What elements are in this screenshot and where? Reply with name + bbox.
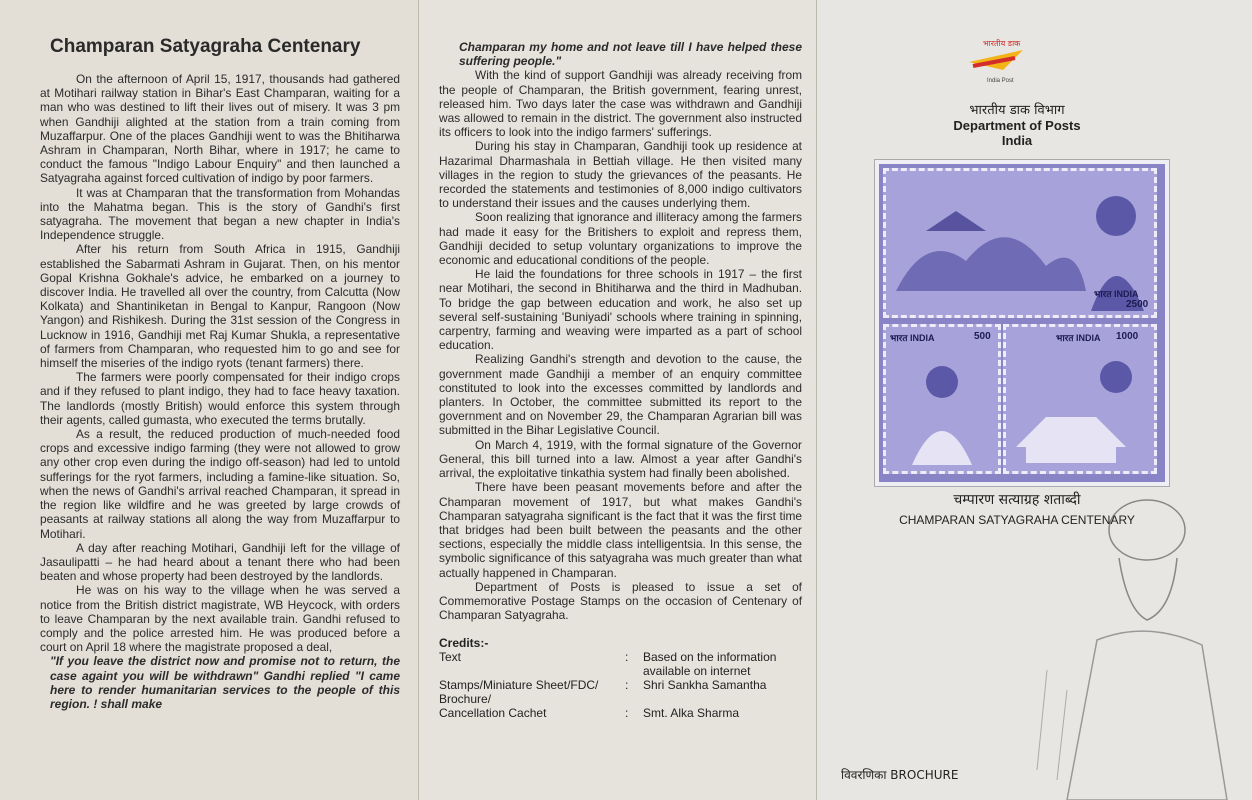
- credits: [439, 636, 802, 720]
- paragraph: There have been peasant movements before and after the Champaran movement of 1917, but what makes Gandhi's Champaran satyagraha significant is the fact that it was the first time that bridges had been built between the peasants and the other sections, especially the middle class intelligentsia. In this sense, the symbolic significance of this satyagraha was much greater than what actually happened in Champaran.: [439, 480, 802, 580]
- credit-colon: :: [625, 706, 629, 721]
- stamp-country: भारत INDIA: [890, 333, 935, 343]
- credit-key: Cancellation Cachet: [439, 706, 547, 721]
- gandhi-quote: "If you leave the district now and promise not to return, the case againt you will be withdrawn" Gandhi replied "I came here to render humanitarian services to the people of this region. ! shall make: [50, 654, 400, 711]
- india-post-logo: [963, 36, 1033, 86]
- credit-row: [439, 650, 802, 678]
- brochure-title: Champaran Satyagraha Centenary: [50, 36, 361, 57]
- paragraph: Department of Posts is pleased to issue a set of Commemorative Postage Stamps on the occasion of Centenary of Champaran Satyagraha.: [439, 579, 802, 623]
- quote-continuation: Champaran my home and not leave till I have helped these suffering people.": [459, 40, 802, 69]
- credit-key: Text: [439, 650, 462, 665]
- credit-colon: :: [625, 650, 629, 665]
- paragraph: A day after reaching Motihari, Gandhiji left for the village of Jasaulipatti – he had heard about a tenant there who had been beaten and whose property had been destroyed by the landlords.: [40, 540, 400, 584]
- paragraph: He laid the foundations for three schools in 1917 – the first near Motihari, the second in Bhitiharwa and the third in Madhuban. To bridge the gap between education and work, he also set up several self-sustaining 'Buniyadi' schools where training in spinning, carpentry, farming and weaving were imparted as a part of school education.: [439, 267, 802, 353]
- middle-text: [439, 40, 802, 622]
- stamp-value: 500: [974, 331, 991, 342]
- dept-hindi: भारतीय डाक विभाग: [969, 103, 1065, 118]
- logo-hindi-text: भारतीय डाक: [983, 39, 1021, 48]
- credit-value: Smt. Alka Sharma: [643, 706, 740, 721]
- miniature-sheet: [875, 160, 1169, 486]
- stamp-country: भारत INDIA: [1056, 333, 1101, 343]
- credits-title: Credits:-: [439, 636, 489, 651]
- credit-key: Stamps/Miniature Sheet/FDC/ Brochure/: [439, 678, 599, 707]
- brochure-label: [841, 766, 958, 783]
- paragraph: On the afternoon of April 15, 1917, thousands had gathered at Motihari railway station in Bihar's East Champaran, waiting for a man who was destined to lift their lives out of misery. It was 3 pm when Gandhiji alighted at the station from a train coming from Muzaffarpur. One of the places Gandhiji went to was the Bhitiharwa Ashram in Champaran, North Bihar, where in 1917; he came to conduct the famous "Indigo Labour Enquiry" and then launched a Satyagraha against forced cultivation of indigo by poor farmers.: [40, 72, 400, 186]
- paragraph: It was at Champaran that the transformation from Mohandas into the Mahatma began. This is the story of Gandhi's first satyagraha. The movement that began a new chapter in India's Independence struggle.: [40, 185, 400, 243]
- credit-row: [439, 678, 802, 706]
- brochure-hindi: विवरणिका: [841, 768, 887, 782]
- department-heading: [917, 100, 1117, 148]
- middle-panel: [418, 0, 816, 800]
- stamp-house-artwork: [1006, 347, 1154, 467]
- paragraph: Soon realizing that ignorance and illiteracy among the farmers had made it easy for the Britishers to exploit and repress them, Gandhiji decided to setup voluntary organizations to improve the economic and educational conditions of the people.: [439, 210, 802, 268]
- paragraph: After his return from South Africa in 1915, Gandhiji established the Sabarmati Ashram in Gujarat. Then, on his mentor Gopal Krishna Gokhale's advice, he embarked on a journey to discover India. He travelled all over the country, from Calcutta (Now Kolkata) and Shantiniketan in Bengal to Kanpur, Rangoon (Now Yangon) and Rishikesh. During the 31st session of the Congress in Lucknow in 1916, Gandhiji met Raj Kumar Shukla, a representative of farmers from Champaran, who requested him to go and see for himself the miseries of the indigo ryots (tenant farmers) there.: [40, 242, 400, 371]
- credit-value: Based on the information available on internet: [643, 650, 777, 679]
- right-panel: [816, 0, 1252, 800]
- paragraph: Realizing Gandhi's strength and devotion to the cause, the government made Gandhiji a member of an enquiry committee constituted to look into the excesses committed by landlords and planters. In October, the committee submitted its report to the government and on November 29, the Champaran Agrarian bill was submitted in the Bihar Legislative Council.: [439, 352, 802, 438]
- paragraph: With the kind of support Gandhiji was already receiving from the people of Champaran, the British government, fearing unrest, released him. Two days later the case was withdrawn and Gandhiji was allowed to remain in the district. The government also instructed its officers to look into the indigo farmers' sufferings.: [439, 68, 802, 140]
- left-text: [40, 72, 400, 711]
- stamp-small-left: [883, 324, 1001, 474]
- paragraph: During his stay in Champaran, Gandhiji took up residence at Hazarimal Dharmashala in Bettiah village. He then visited many villages in the region to study the grievances of the peasants. He recorded the statements and testimonies of 8,000 indigo cultivators to understand their issues and the causes underlying them.: [439, 139, 802, 211]
- paragraph: As a result, the reduced production of much-needed food crops and excessive indigo farming (they were not allowed to grow any other crop even during the indigo off-season) had led to untold sufferings for the ryot farmers, including a famine-like situation. So, when the news of Gandhi's arrival reached Champaran, it spread in the region like wildfire and he was greeted by large crowds of peasants at railway stations all along the way from Muzaffarpur to Motihari.: [40, 427, 400, 541]
- left-panel: [0, 0, 418, 800]
- dept-english: Department of Posts: [953, 118, 1081, 133]
- stamp-country: भारत INDIA: [1094, 289, 1139, 299]
- credit-colon: :: [625, 678, 629, 693]
- paragraph: He was on his way to the village when he was served a notice from the British district magistrate, WB Heycock, with orders to leave Champaran by the next available train. Gandhi refused to comply and the police arrested him. He was produced before a court on April 18 where the magistrate proposed a deal,: [40, 583, 400, 655]
- stamp-small-right: [1003, 324, 1157, 474]
- stamp-large: [883, 168, 1157, 318]
- stamp-value: 1000: [1116, 331, 1139, 342]
- sheet-title-english: CHAMPARAN SATYAGRAHA CENTENARY: [899, 513, 1135, 527]
- paragraph: On March 4, 1919, with the formal signature of the Governor General, this bill turned into a law. Almost a year after Gandhi's arrival, the exploitative tinkathia system had finally been abolished.: [439, 437, 802, 481]
- logo-english-text: India Post: [987, 78, 1014, 84]
- paragraph: The farmers were poorly compensated for their indigo crops and if they refused to plant indigo, they had to face heavy taxation. The landlords (mostly British) would enforce this system through their agents, called gumasta, who executed the terms brutally.: [40, 370, 400, 427]
- credit-value: Shri Sankha Samantha: [643, 678, 767, 693]
- credit-row: [439, 706, 802, 720]
- brochure-english: BROCHURE: [890, 768, 959, 782]
- sheet-title-hindi: चम्पारण सत्याग्रह शताब्दी: [953, 492, 1081, 508]
- country: India: [1001, 133, 1033, 148]
- stamp-portrait-artwork: [886, 347, 998, 467]
- stamp-value: 2500: [1126, 299, 1149, 310]
